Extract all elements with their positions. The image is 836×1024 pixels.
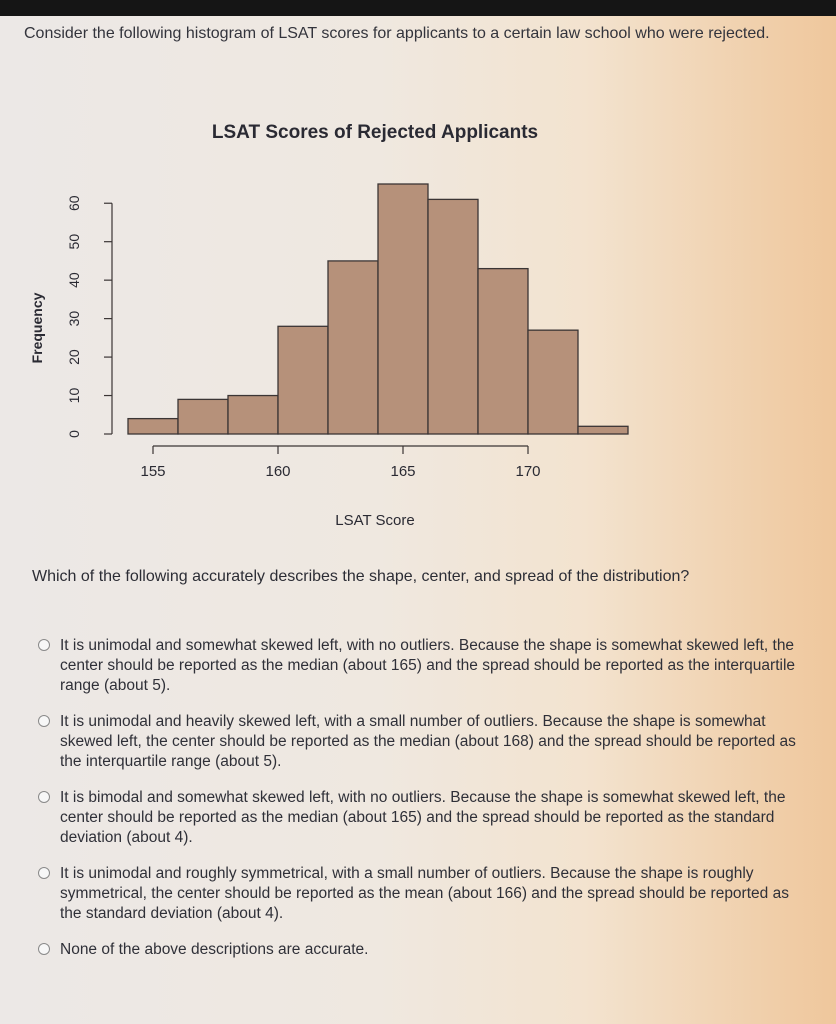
x-tick-label-4: 170 <box>515 463 541 480</box>
histogram-bars <box>128 184 628 434</box>
x-axis <box>140 446 540 480</box>
y-tick-label-1: 0 <box>66 430 82 438</box>
radio-icon[interactable] <box>38 867 50 879</box>
y-tick-label-6: 50 <box>66 233 82 250</box>
histogram-bar-8 <box>478 269 528 434</box>
y-axis-label: Frequency <box>29 292 45 364</box>
question-prompt: Consider the following histogram of LSAT scores for applicants to a certain law school who were rejected. <box>24 25 770 42</box>
answer-option-label: It is unimodal and roughly symmetrical, with a small number of outliers. Because the shape is roughly symmetrical, the center should be reported as the mean (about 166) and the spread should be reported as the standard deviation (about 4). <box>60 865 789 922</box>
radio-icon[interactable] <box>38 715 50 727</box>
histogram-bar-10 <box>578 426 628 434</box>
x-axis-label: LSAT Score <box>335 512 415 529</box>
y-tick-label-2: 10 <box>66 387 82 404</box>
x-tick-label-3: 165 <box>390 463 416 480</box>
answer-option-label: None of the above descriptions are accurate. <box>60 941 369 958</box>
y-tick-label-3: 20 <box>66 349 82 365</box>
answer-option-label: It is bimodal and somewhat skewed left, with no outliers. Because the shape is somewhat skewed left, the center should be reported as the median (about 165) and the spread should be reported as the standard deviation (about 4). <box>60 789 786 846</box>
histogram-chart <box>0 110 836 540</box>
histogram-svg <box>0 110 836 540</box>
question-text: Which of the following accurately describes the shape, center, and spread of the distribution? <box>32 568 690 585</box>
answer-options <box>38 636 808 976</box>
y-axis <box>66 195 112 438</box>
answer-option-label: It is unimodal and heavily skewed left, with a small number of outliers. Because the shape is somewhat skewed left, the center should be reported as the median (about 168) and the spread should be reported as the interquartile range (about 5). <box>60 713 796 770</box>
y-tick-label-5: 40 <box>66 272 82 288</box>
radio-icon[interactable] <box>38 639 50 651</box>
x-tick-label-1: 155 <box>140 463 166 480</box>
radio-icon[interactable] <box>38 943 50 955</box>
histogram-bar-9 <box>528 330 578 434</box>
answer-option-2[interactable] <box>38 712 808 772</box>
chart-title: LSAT Scores of Rejected Applicants <box>211 122 539 143</box>
answer-option-label: It is unimodal and somewhat skewed left, with no outliers. Because the shape is somewhat skewed left, the center should be reported as the median (about 165) and the spread should be reported as the interquartile range (about 5). <box>60 637 796 694</box>
histogram-bar-1 <box>128 419 178 434</box>
top-bar <box>0 0 836 16</box>
radio-icon[interactable] <box>38 791 50 803</box>
y-tick-label-4: 30 <box>66 310 82 327</box>
histogram-bar-4 <box>278 326 328 434</box>
histogram-bar-5 <box>328 261 378 434</box>
histogram-bar-7 <box>428 199 478 434</box>
x-tick-label-2: 160 <box>265 463 291 480</box>
answer-option-1[interactable] <box>38 636 808 696</box>
histogram-bar-6 <box>378 184 428 434</box>
histogram-bar-2 <box>178 399 228 434</box>
y-tick-label-7: 60 <box>66 195 82 212</box>
answer-option-4[interactable] <box>38 864 808 924</box>
answer-option-5[interactable] <box>38 940 808 960</box>
histogram-bar-3 <box>228 396 278 434</box>
answer-option-3[interactable] <box>38 788 808 848</box>
